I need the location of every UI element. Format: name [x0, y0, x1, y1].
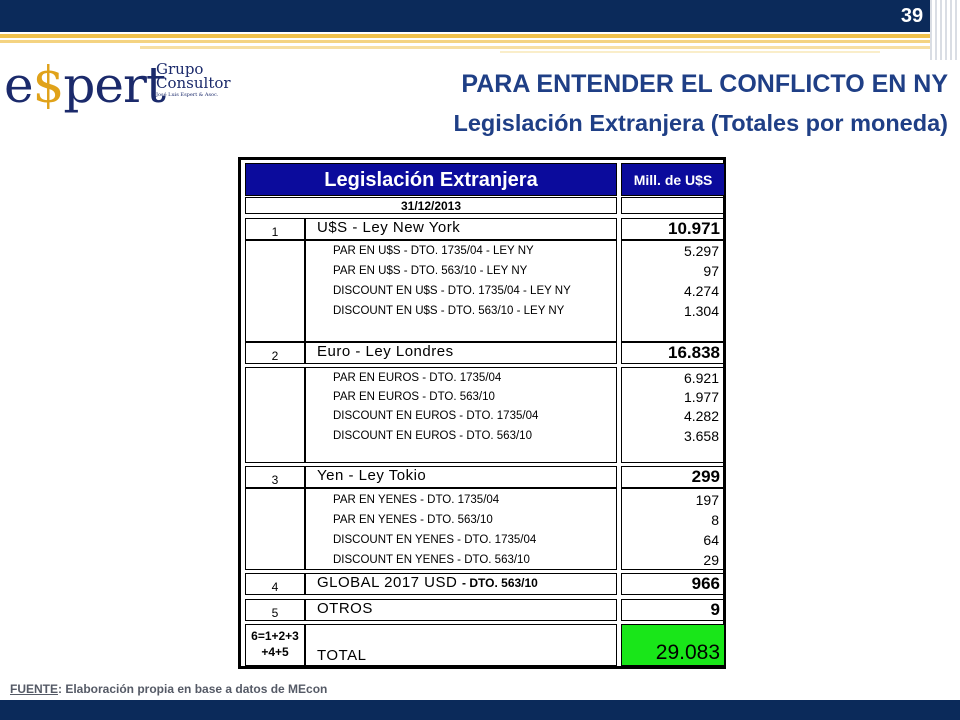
- section-number-cell: 1: [245, 218, 305, 240]
- table-row-label: PAR EN YENES - DTO. 563/10: [333, 514, 493, 526]
- table-row-label: DISCOUNT EN YENES - DTO. 563/10: [333, 554, 530, 566]
- table-row-value: 4.274: [683, 283, 719, 299]
- gold-divider-line: [0, 40, 930, 43]
- table-row-label: PAR EN EUROS - DTO. 563/10: [333, 391, 495, 403]
- section-number-cell: 4: [245, 573, 305, 595]
- section-name: Yen - Ley Tokio: [305, 466, 617, 488]
- source-footnote: FUENTE: Elaboración propia en base a datos de MEcon: [10, 682, 328, 696]
- gold-divider-line: [0, 34, 930, 38]
- table-row-label: DISCOUNT EN U$S - DTO. 563/10 - LEY NY: [333, 305, 565, 317]
- table-date-empty: [621, 197, 725, 214]
- page-number: 39: [900, 5, 924, 27]
- table-row-value: 1.977: [683, 389, 719, 405]
- total-label-cell: [305, 624, 617, 666]
- table-row-label: DISCOUNT EN EUROS - DTO. 563/10: [333, 430, 532, 442]
- section-number-cell: 5: [245, 599, 305, 621]
- table-row-value: 4.282: [683, 408, 719, 424]
- table-row-value: 6.921: [683, 370, 719, 386]
- table-row-value: 29: [703, 552, 719, 568]
- data-table: [238, 157, 726, 669]
- gold-divider-line: [500, 51, 880, 53]
- otros-total: 9: [621, 599, 725, 621]
- section-blank-cell: [245, 488, 305, 570]
- logo-wordmark: e$pert: [4, 56, 165, 114]
- total-label: TOTAL: [317, 647, 367, 664]
- bottom-bar: [0, 700, 960, 720]
- grand-total-cell: [621, 624, 725, 666]
- section-number-cell: 2: [245, 342, 305, 364]
- table-row-value: 97: [703, 263, 719, 279]
- table-row-label: DISCOUNT EN EUROS - DTO. 1735/04: [333, 410, 539, 422]
- global-name: GLOBAL 2017 USD - DTO. 563/10: [305, 573, 617, 595]
- global-total: 966: [621, 573, 725, 595]
- table-row-label: PAR EN U$S - DTO. 563/10 - LEY NY: [333, 265, 528, 277]
- table-row-label: DISCOUNT EN U$S - DTO. 1735/04 - LEY NY: [333, 285, 571, 297]
- table-row-label: PAR EN U$S - DTO. 1735/04 - LEY NY: [333, 245, 534, 257]
- table-row-value: 8: [711, 512, 719, 528]
- table-header-title: Legislación Extranjera: [245, 163, 617, 196]
- otros-name: OTROS: [305, 599, 617, 621]
- section-blank-cell: [245, 367, 305, 463]
- decorative-stripes: [930, 0, 960, 60]
- table-row-value: 5.297: [683, 243, 719, 259]
- total-number-cell: 6=1+2+3 +4+5: [245, 624, 305, 666]
- section-total: 299: [621, 466, 725, 488]
- section-number-cell: 3: [245, 466, 305, 488]
- table-row-label: PAR EN EUROS - DTO. 1735/04: [333, 372, 502, 384]
- slide-subtitle: Legislación Extranjera (Totales por moneda): [453, 110, 948, 136]
- gold-divider-line: [140, 46, 930, 49]
- section-total: 10.971: [621, 218, 725, 240]
- table-row-value: 1.304: [683, 303, 719, 319]
- table-row-label: DISCOUNT EN YENES - DTO. 1735/04: [333, 534, 537, 546]
- section-name: Euro - Ley Londres: [305, 342, 617, 364]
- top-bar: [0, 0, 960, 32]
- logo-tagline: Grupo Consultor José Luis Espert & Asoc.: [156, 60, 231, 98]
- espert-logo: [4, 52, 231, 122]
- section-name: U$S - Ley New York: [305, 218, 617, 240]
- table-row-label: PAR EN YENES - DTO. 1735/04: [333, 494, 500, 506]
- table-row-value: 3.658: [683, 428, 719, 444]
- section-total: 16.838: [621, 342, 725, 364]
- section-blank-cell: [245, 240, 305, 342]
- grand-total-value: 29.083: [655, 641, 720, 664]
- table-row-value: 64: [703, 532, 719, 548]
- table-date: 31/12/2013: [245, 197, 617, 214]
- table-row-value: 197: [695, 492, 719, 508]
- slide-title: PARA ENTENDER EL CONFLICTO EN NY: [461, 70, 948, 98]
- table-header-unit: Mill. de U$S: [621, 163, 725, 196]
